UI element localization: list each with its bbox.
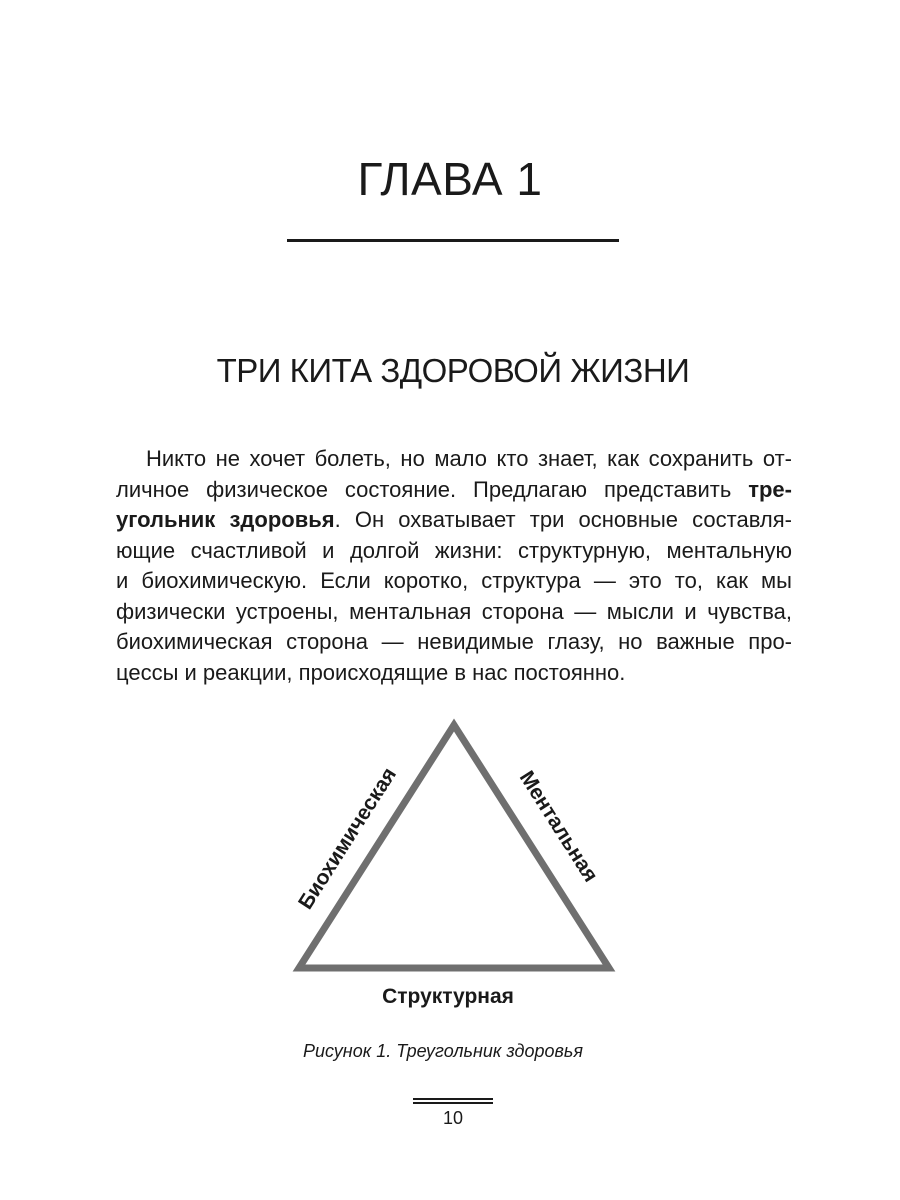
page-number-rule-bottom xyxy=(413,1102,493,1104)
paragraph-text: Никто не хочет болеть, но мало кто знает, как сохранить от- xyxy=(146,446,792,471)
paragraph-line xyxy=(116,658,792,689)
paragraph-text: биохимическая сторона — невидимые глазу, но важные про- xyxy=(116,629,792,654)
health-triangle-figure xyxy=(0,700,900,1020)
emphasis-term: тре- xyxy=(748,476,792,502)
paragraph-line xyxy=(116,627,792,658)
section-title: ТРИ КИТА ЗДОРОВОЙ ЖИЗНИ xyxy=(216,352,690,389)
paragraph-text: физически устроены, ментальная сторона — мысли и чувства, xyxy=(116,598,792,624)
triangle-label-mental: Ментальная xyxy=(514,766,603,887)
paragraph-line xyxy=(116,475,792,506)
paragraph-line xyxy=(116,566,792,597)
paragraph-line xyxy=(116,444,792,475)
paragraph-text: . Он охватывает три основные составля- xyxy=(334,507,792,532)
page-number: 10 xyxy=(442,1108,464,1128)
chapter-title: ГЛАВА 1 xyxy=(357,153,543,205)
chapter-divider xyxy=(287,239,619,242)
paragraph-text: ющие счастливой и долгой жизни: структурную, ментальную xyxy=(116,537,792,563)
paragraph-text: цессы и реакции, происходящие в нас постоянно. xyxy=(116,659,626,685)
paragraph-text: личное физическое состояние. Предлагаю представить xyxy=(116,476,749,502)
triangle-label-biochemical: Биохимическая xyxy=(294,763,402,914)
figure-caption: Рисунок 1. Треугольник здоровья xyxy=(302,1041,583,1061)
paragraph-line xyxy=(116,505,792,536)
paragraph-line xyxy=(116,536,792,567)
paragraph-text: и биохимическую. Если коротко, структура — это то, как мы xyxy=(116,568,792,593)
triangle-label-structural: Структурная xyxy=(382,985,514,1008)
health-triangle-diagram xyxy=(0,700,900,1020)
paragraph-line xyxy=(116,597,792,628)
body-paragraph xyxy=(116,444,792,688)
page-number-rule-top xyxy=(413,1098,493,1100)
emphasis-term: угольник здоровья xyxy=(116,507,335,532)
